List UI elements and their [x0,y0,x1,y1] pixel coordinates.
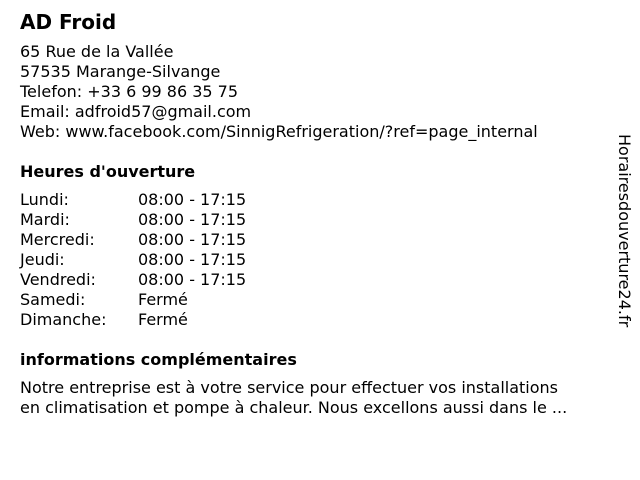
hours-row-thursday [20,250,610,270]
day-label: Mardi: [20,210,70,229]
phone-number: Telefon: +33 6 99 86 35 75 [20,82,239,101]
business-name: AD Froid [20,10,117,34]
additional-info-heading: informations complémentaires [20,350,297,369]
address-city: 57535 Marange-Silvange [20,62,221,81]
additional-info-line-2: en climatisation et pompe à chaleur. Nous excellons aussi dans le ... [20,398,568,417]
website-url: Web: www.facebook.com/SinnigRefrigeration/?ref=page_internal [20,122,538,141]
hours-row-monday [20,190,610,210]
day-label: Vendredi: [20,270,96,289]
day-hours: Fermé [138,290,188,309]
day-hours: 08:00 - 17:15 [138,230,247,249]
email-address: Email: adfroid57@gmail.com [20,102,252,121]
day-hours: 08:00 - 17:15 [138,250,247,269]
hours-row-sunday [20,310,610,330]
hours-row-saturday [20,290,610,310]
day-label: Lundi: [20,190,69,209]
address-street: 65 Rue de la Vallée [20,42,174,61]
day-label: Mercredi: [20,230,95,249]
day-label: Dimanche: [20,310,107,329]
hours-row-tuesday [20,210,610,230]
day-hours: Fermé [138,310,188,329]
day-label: Samedi: [20,290,86,309]
opening-hours-heading: Heures d'ouverture [20,162,196,181]
site-watermark: Horairesdouverture24.fr [615,134,634,328]
day-hours: 08:00 - 17:15 [138,270,247,289]
day-hours: 08:00 - 17:15 [138,210,247,229]
additional-info-line-1: Notre entreprise est à votre service pour effectuer vos installations [20,378,559,397]
opening-hours-table [20,190,610,330]
day-hours: 08:00 - 17:15 [138,190,247,209]
day-label: Jeudi: [20,250,65,269]
hours-row-wednesday [20,230,610,250]
business-card [20,10,610,418]
hours-row-friday [20,270,610,290]
